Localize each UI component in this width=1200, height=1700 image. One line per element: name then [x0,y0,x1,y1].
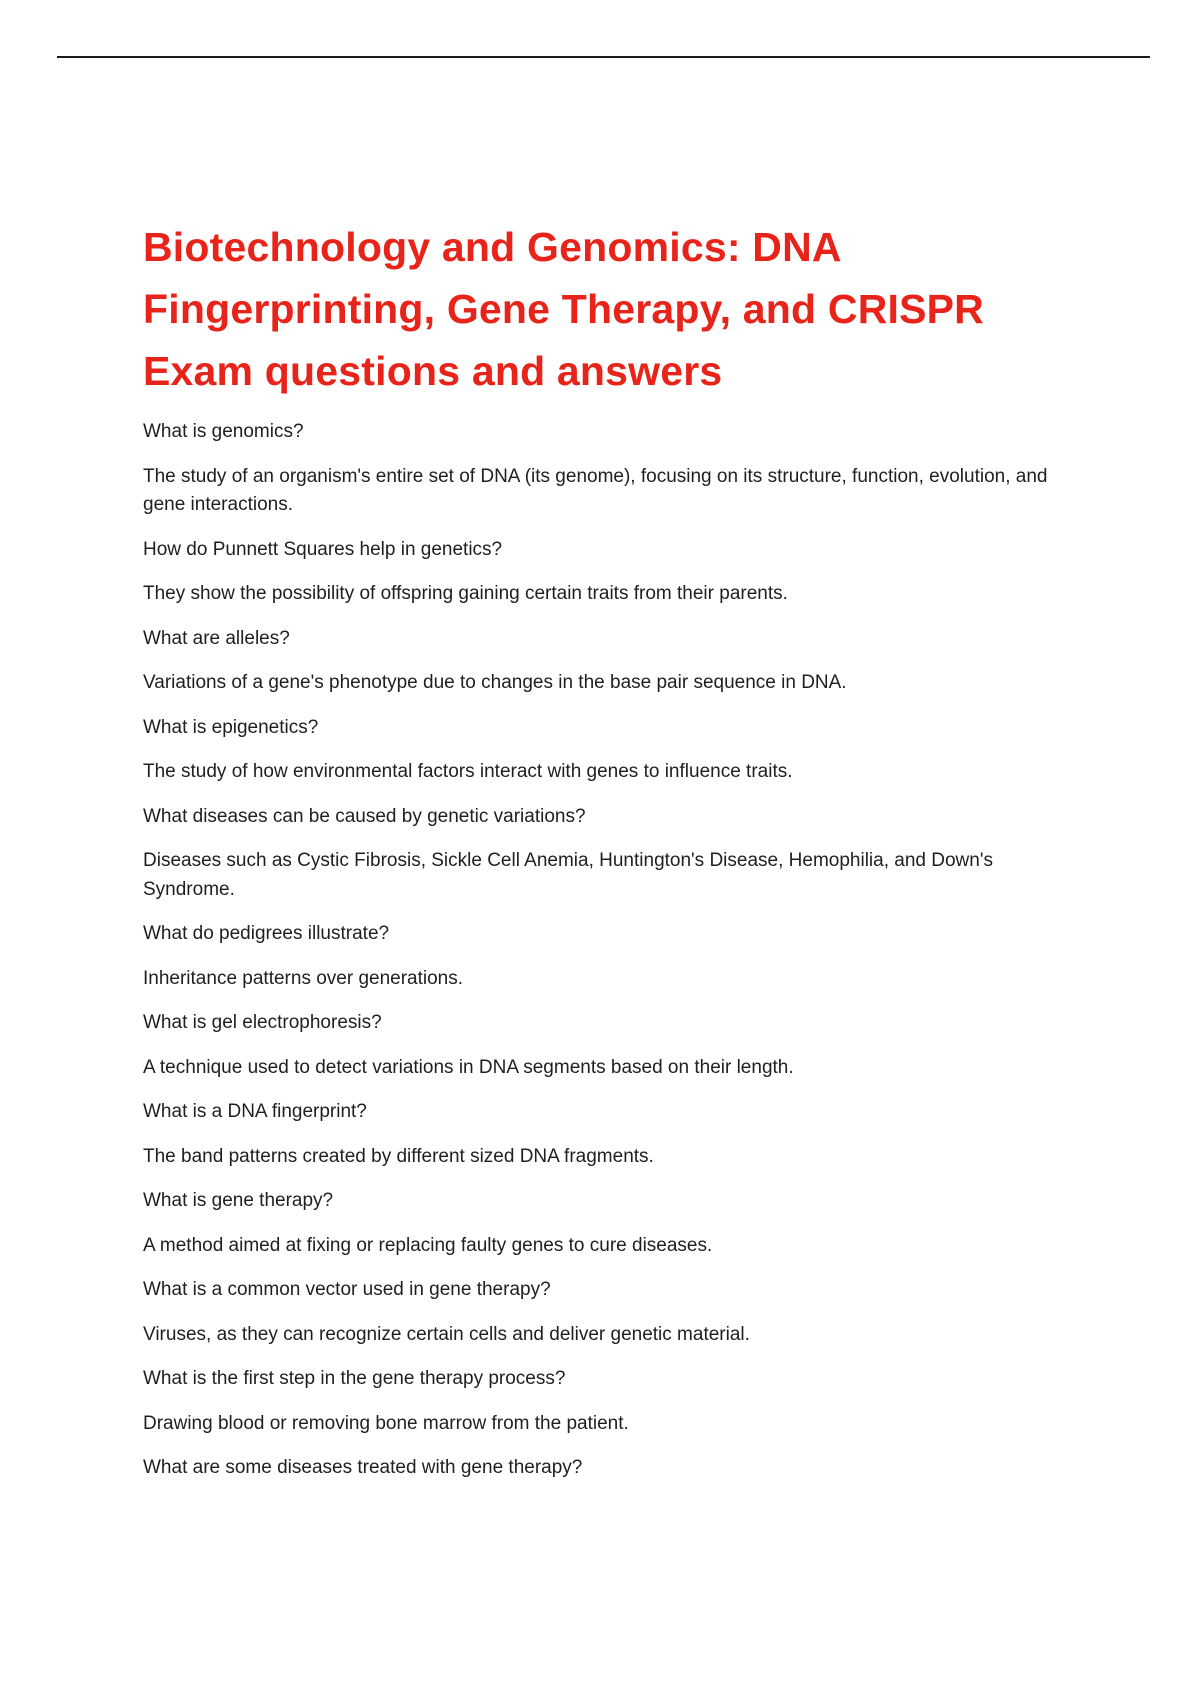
answer-text: The study of how environmental factors interact with genes to influence traits. [143,761,793,782]
question-text: What diseases can be caused by genetic variations? [143,805,586,827]
document-title: Biotechnology and Genomics: DNA Fingerprinting, Gene Therapy, and CRISPR Exam questions and answers [143,224,984,394]
qa-list [143,418,1083,1483]
question-text: How do Punnett Squares help in genetics? [143,538,503,560]
question-text: What is a DNA fingerprint? [143,1101,367,1122]
question-text: What is the first step in the gene therapy process? [143,1368,566,1389]
answer-text: Inheritance patterns over generations. [143,967,464,989]
answer-text: Variations of a gene's phenotype due to changes in the base pair sequence in DNA. [143,672,847,693]
question-text: What do pedigrees illustrate? [143,923,390,944]
answer-text: A method aimed at fixing or replacing faulty genes to cure diseases. [143,1234,713,1256]
question-text: What are some diseases treated with gene therapy? [143,1457,583,1478]
top-rule [57,56,1150,58]
question-text: What is gene therapy? [143,1190,334,1211]
answer-text: Viruses, as they can recognize certain cells and deliver genetic material. [143,1323,750,1345]
document-page [143,216,1083,1499]
question-text: What is a common vector used in gene therapy? [143,1279,551,1300]
answer-text: The band patterns created by different sized DNA fragments. [143,1145,654,1167]
answer-text: The study of an organism's entire set of DNA (its genome), focusing on its structure, function, evolution, and gene interactions. [143,465,1048,515]
answer-text: Drawing blood or removing bone marrow from the patient. [143,1412,629,1434]
question-text: What is gel electrophoresis? [143,1012,382,1033]
question-text: What are alleles? [143,627,290,649]
answer-text: Diseases such as Cystic Fibrosis, Sickle Cell Anemia, Huntington's Disease, Hemophilia, and Down's Syndrome. [143,850,993,900]
question-text: What is genomics? [143,421,304,442]
answer-text: A technique used to detect variations in DNA segments based on their length. [143,1056,794,1078]
answer-text: They show the possibility of offspring gaining certain traits from their parents. [143,583,788,604]
question-text: What is epigenetics? [143,716,319,738]
